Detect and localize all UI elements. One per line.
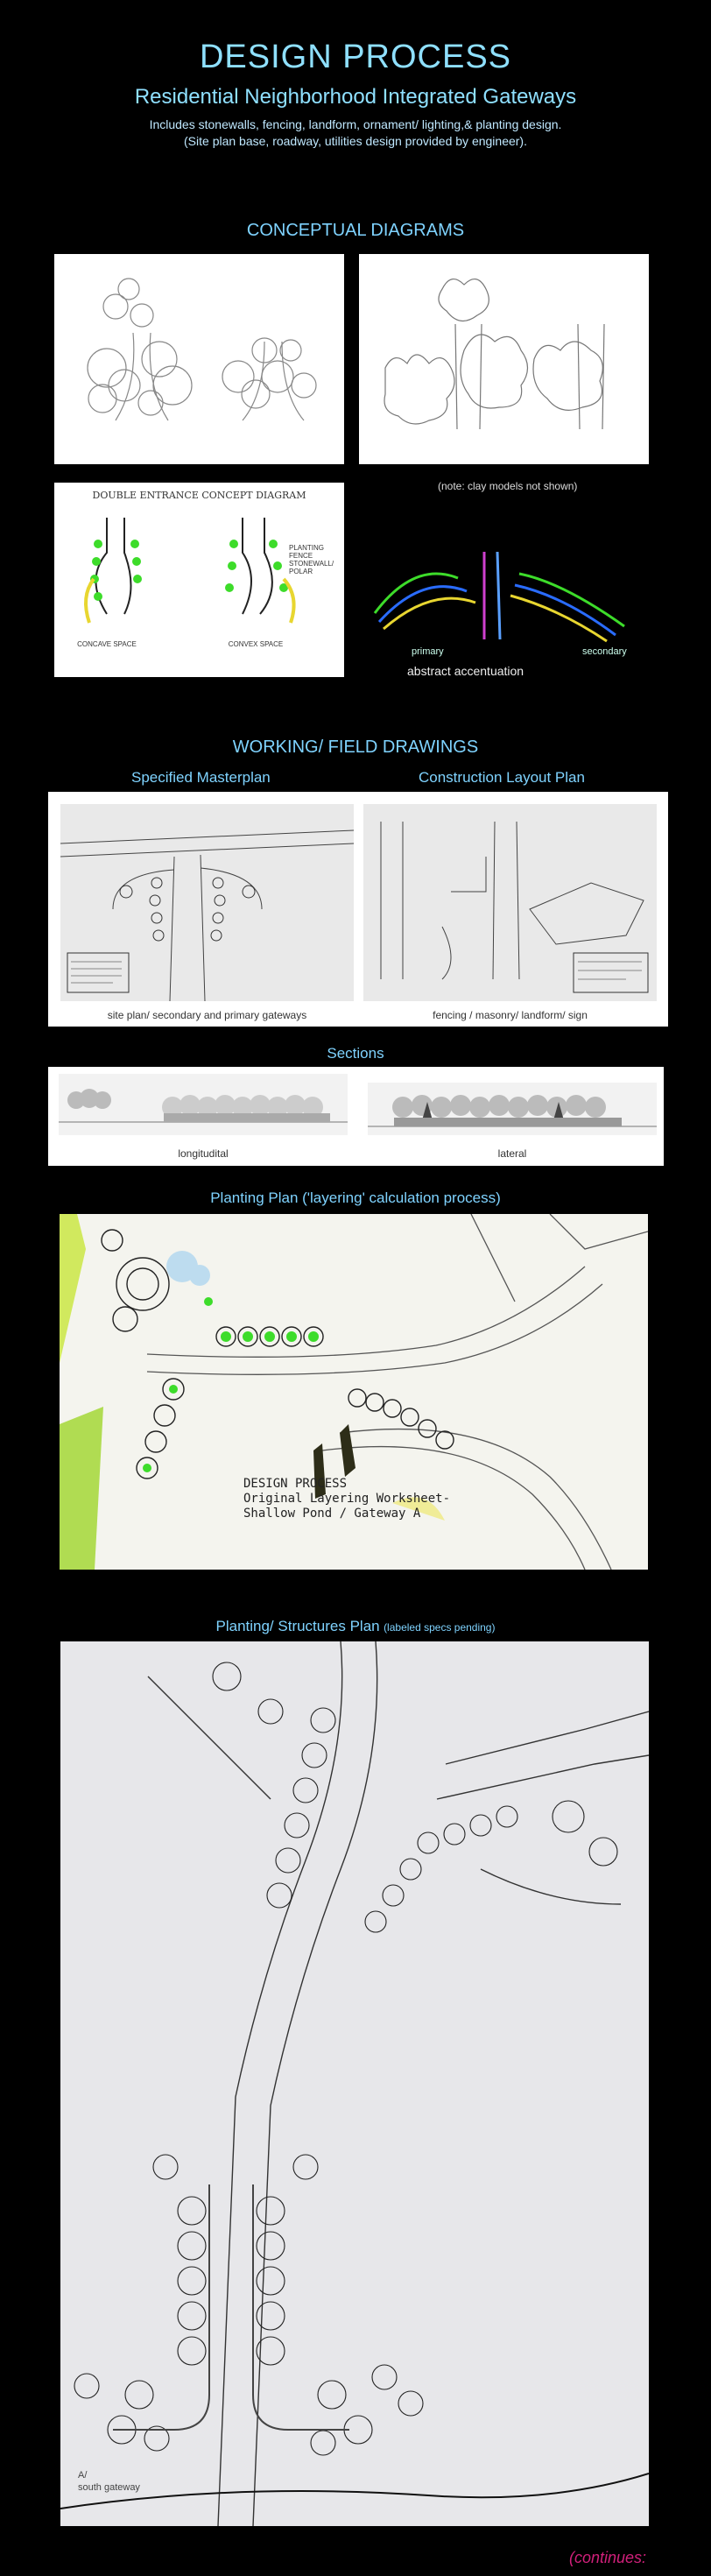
- structures-plan-drawing: [60, 1641, 649, 2526]
- layout-plan-drawing: [363, 804, 657, 1001]
- gateway-label-line-2: south gateway: [78, 2482, 140, 2493]
- working-drawings-panel: [48, 792, 668, 1027]
- sections-panel: [48, 1067, 664, 1166]
- handwritten-line-1: DESIGN PROCESS: [243, 1477, 348, 1491]
- description-line-2: (Site plan base, roadway, utilities design provided by engineer).: [184, 134, 527, 148]
- page-subtitle: Residential Neighborhood Integrated Gateways: [134, 85, 577, 109]
- structures-plan-heading-row: [0, 1618, 711, 1635]
- description-line-1: Includes stonewalls, fencing, landform, ornament/ lighting,& planting design.: [149, 117, 562, 131]
- double-entrance-concept-diagram: [54, 483, 344, 677]
- south-gateway-label: [78, 2469, 140, 2494]
- specified-masterplan-label: Specified Masterplan: [131, 769, 271, 786]
- concept-sketch-2: [359, 254, 649, 464]
- lateral-caption: lateral: [497, 1147, 527, 1160]
- layout-plan-caption: fencing / masonry/ landform/ sign: [433, 1009, 588, 1021]
- longitudinal-section-drawing: [59, 1074, 348, 1135]
- structures-plan-heading-small: (labeled specs pending): [384, 1621, 496, 1634]
- working-drawings-heading: WORKING/ FIELD DRAWINGS: [232, 738, 479, 757]
- convex-space-label: CONVEX SPACE: [228, 640, 284, 648]
- structures-plan-heading: Planting/ Structures Plan: [215, 1618, 380, 1634]
- abstract-accentuation-caption: abstract accentuation: [407, 664, 524, 678]
- handwritten-line-3: Shallow Pond / Gateway A: [243, 1507, 421, 1521]
- planting-plan-worksheet: [60, 1214, 648, 1570]
- primary-label: primary: [412, 646, 444, 657]
- concept-sketch-1: [54, 254, 344, 464]
- gateway-label-line-1: A/: [78, 2470, 88, 2481]
- sections-heading: Sections: [327, 1045, 384, 1062]
- planting-fence-note: PLANTING FENCE STONEWALL/ POLAR: [289, 544, 334, 575]
- handwritten-worksheet-label: [243, 1477, 450, 1521]
- clay-models-note: (note: clay models not shown): [438, 480, 578, 492]
- double-entrance-title: DOUBLE ENTRANCE CONCEPT DIAGRAM: [92, 490, 306, 501]
- lateral-section-drawing: [368, 1083, 657, 1135]
- secondary-label: secondary: [582, 646, 627, 657]
- handwritten-line-2: Original Layering Worksheet-: [243, 1492, 451, 1506]
- construction-layout-label: Construction Layout Plan: [419, 769, 585, 786]
- abstract-accentuation-diagram: [362, 543, 655, 648]
- concave-space-label: CONCAVE SPACE: [77, 640, 137, 648]
- continues-label: (continues:: [569, 2549, 647, 2566]
- longitudinal-caption: longitudital: [178, 1147, 229, 1160]
- masterplan-caption: site plan/ secondary and primary gateways: [107, 1009, 307, 1021]
- conceptual-diagrams-heading: CONCEPTUAL DIAGRAMS: [246, 221, 465, 240]
- planting-plan-heading: Planting Plan ('layering' calculation process): [210, 1189, 501, 1206]
- masterplan-drawing: [60, 804, 354, 1001]
- page-title: DESIGN PROCESS: [199, 39, 512, 75]
